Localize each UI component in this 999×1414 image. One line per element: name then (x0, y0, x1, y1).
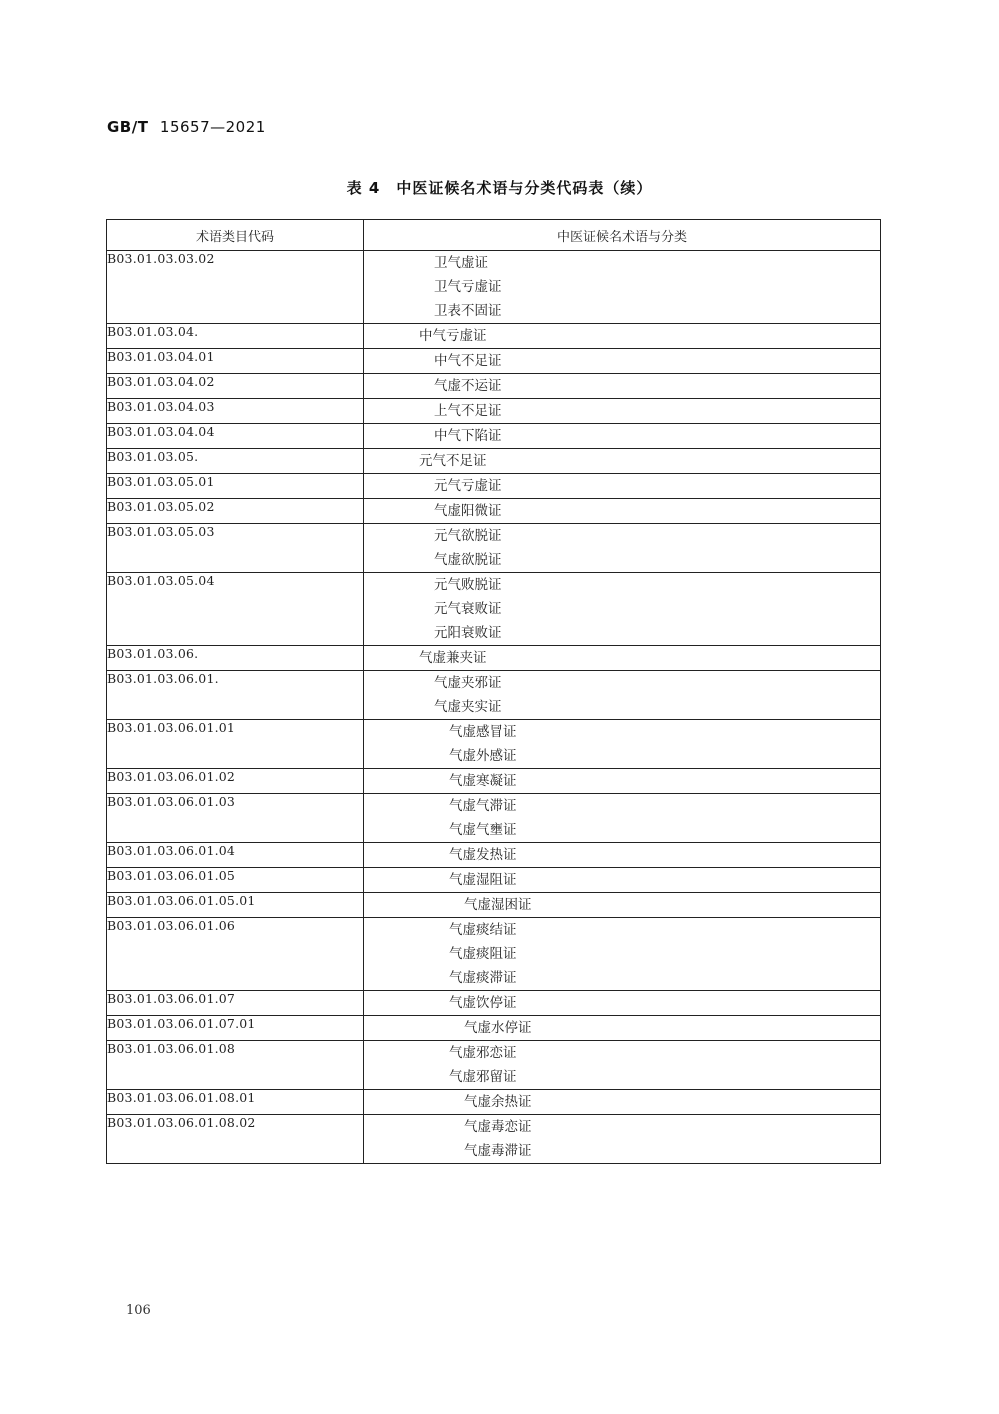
table-row (107, 474, 881, 499)
syndrome-term: 气虚毒恋证 (464, 1119, 532, 1135)
category-code: B03.01.03.06.01.07 (107, 991, 364, 1016)
category-code: B03.01.03.05.01 (107, 474, 364, 499)
syndrome-term: 气虚气壅证 (449, 822, 517, 838)
syndrome-term: 气虚外感证 (449, 748, 517, 764)
table-row (107, 349, 881, 374)
syndrome-term: 气虚发热证 (449, 847, 517, 863)
term-cell (364, 324, 881, 349)
syndrome-term: 卫表不固证 (434, 303, 502, 319)
term-cell (364, 991, 881, 1016)
syndrome-term: 气虚水停证 (464, 1020, 532, 1036)
table-row (107, 573, 881, 646)
category-code: B03.01.03.06.01.08 (107, 1041, 364, 1090)
syndrome-term: 气虚邪留证 (449, 1069, 517, 1085)
table-row (107, 769, 881, 794)
table-row (107, 374, 881, 399)
table-row (107, 524, 881, 573)
syndrome-term: 气虚兼夹证 (419, 650, 487, 666)
syndrome-term: 气虚余热证 (464, 1094, 532, 1110)
category-code: B03.01.03.06.01.05 (107, 868, 364, 893)
table-row (107, 868, 881, 893)
category-code: B03.01.03.06.01.08.01 (107, 1090, 364, 1115)
syndrome-term: 元气衰败证 (434, 601, 502, 617)
term-cell (364, 374, 881, 399)
syndrome-term: 气虚痰阻证 (449, 946, 517, 962)
term-cell (364, 1090, 881, 1115)
term-cell (364, 646, 881, 671)
table-row (107, 1016, 881, 1041)
syndrome-term: 气虚气滞证 (449, 798, 517, 814)
term-cell (364, 794, 881, 843)
syndrome-term: 气虚痰结证 (449, 922, 517, 938)
syndrome-term: 卫气虚证 (434, 255, 488, 271)
column-header-terms: 中医证候名术语与分类 (364, 220, 881, 251)
table-row (107, 720, 881, 769)
category-code: B03.01.03.05. (107, 449, 364, 474)
table-title: 表 4 中医证候名术语与分类代码表（续） (346, 179, 653, 197)
page-number: 106 (126, 1303, 151, 1318)
category-code: B03.01.03.04.01 (107, 349, 364, 374)
table-row (107, 424, 881, 449)
column-header-code: 术语类目代码 (107, 220, 364, 251)
category-code: B03.01.03.05.02 (107, 499, 364, 524)
table-row (107, 449, 881, 474)
term-cell (364, 499, 881, 524)
syndrome-term: 中气亏虚证 (419, 328, 487, 344)
term-cell (364, 1115, 881, 1164)
category-code: B03.01.03.06.01.07.01 (107, 1016, 364, 1041)
syndrome-term: 气虚湿困证 (464, 897, 532, 913)
syndrome-term: 中气下陷证 (434, 428, 502, 444)
term-cell (364, 918, 881, 991)
category-code: B03.01.03.04.03 (107, 399, 364, 424)
term-cell (364, 769, 881, 794)
table-row (107, 399, 881, 424)
term-cell (364, 1016, 881, 1041)
syndrome-term: 气虚欲脱证 (434, 552, 502, 568)
term-cell (364, 1041, 881, 1090)
term-cell (364, 524, 881, 573)
term-cell (364, 251, 881, 324)
syndrome-term: 上气不足证 (434, 403, 502, 419)
term-cell (364, 349, 881, 374)
table-row (107, 1115, 881, 1164)
term-cell (364, 893, 881, 918)
syndrome-term: 中气不足证 (434, 353, 502, 369)
syndrome-term: 气虚饮停证 (449, 995, 517, 1011)
standard-prefix: GB/T (107, 118, 149, 136)
syndrome-term: 气虚夹邪证 (434, 675, 502, 691)
table-row (107, 1090, 881, 1115)
category-code: B03.01.03.06.01.08.02 (107, 1115, 364, 1164)
term-cell (364, 399, 881, 424)
table-row (107, 843, 881, 868)
syndrome-term: 元气欲脱证 (434, 528, 502, 544)
category-code: B03.01.03.06. (107, 646, 364, 671)
term-cell (364, 449, 881, 474)
syndrome-term: 气虚阳微证 (434, 503, 502, 519)
category-code: B03.01.03.06.01.01 (107, 720, 364, 769)
category-code: B03.01.03.06.01.05.01 (107, 893, 364, 918)
category-code: B03.01.03.06.01.04 (107, 843, 364, 868)
term-cell (364, 868, 881, 893)
table-row (107, 251, 881, 324)
term-cell (364, 424, 881, 449)
syndrome-term: 元气不足证 (419, 453, 487, 469)
category-code: B03.01.03.06.01.03 (107, 794, 364, 843)
term-cell (364, 720, 881, 769)
table-body (107, 251, 881, 1164)
term-cell (364, 573, 881, 646)
term-cell (364, 474, 881, 499)
category-code: B03.01.03.04. (107, 324, 364, 349)
category-code: B03.01.03.06.01. (107, 671, 364, 720)
category-code: B03.01.03.05.04 (107, 573, 364, 646)
syndrome-term: 元气败脱证 (434, 577, 502, 593)
category-code: B03.01.03.03.02 (107, 251, 364, 324)
syndrome-term: 卫气亏虚证 (434, 279, 502, 295)
syndrome-term: 元气亏虚证 (434, 478, 502, 494)
standard-number: 15657—2021 (159, 118, 266, 136)
table-header-row (107, 220, 881, 251)
syndrome-term: 气虚夹实证 (434, 699, 502, 715)
syndrome-term: 气虚湿阻证 (449, 872, 517, 888)
table-row (107, 646, 881, 671)
syndrome-term: 气虚邪恋证 (449, 1045, 517, 1061)
table-row (107, 324, 881, 349)
syndrome-term: 元阳衰败证 (434, 625, 502, 641)
table-row (107, 499, 881, 524)
table-row (107, 893, 881, 918)
syndrome-term: 气虚感冒证 (449, 724, 517, 740)
table-row (107, 991, 881, 1016)
category-code: B03.01.03.04.04 (107, 424, 364, 449)
category-code: B03.01.03.04.02 (107, 374, 364, 399)
table-row (107, 794, 881, 843)
standard-identifier (107, 118, 266, 136)
table-row (107, 671, 881, 720)
code-table (106, 219, 881, 1164)
category-code: B03.01.03.06.01.06 (107, 918, 364, 991)
syndrome-term: 气虚不运证 (434, 378, 502, 394)
syndrome-term: 气虚毒滞证 (464, 1143, 532, 1159)
category-code: B03.01.03.05.03 (107, 524, 364, 573)
category-code: B03.01.03.06.01.02 (107, 769, 364, 794)
term-cell (364, 843, 881, 868)
table-row (107, 918, 881, 991)
syndrome-term: 气虚寒凝证 (449, 773, 517, 789)
table-row (107, 1041, 881, 1090)
term-cell (364, 671, 881, 720)
syndrome-term: 气虚痰滞证 (449, 970, 517, 986)
